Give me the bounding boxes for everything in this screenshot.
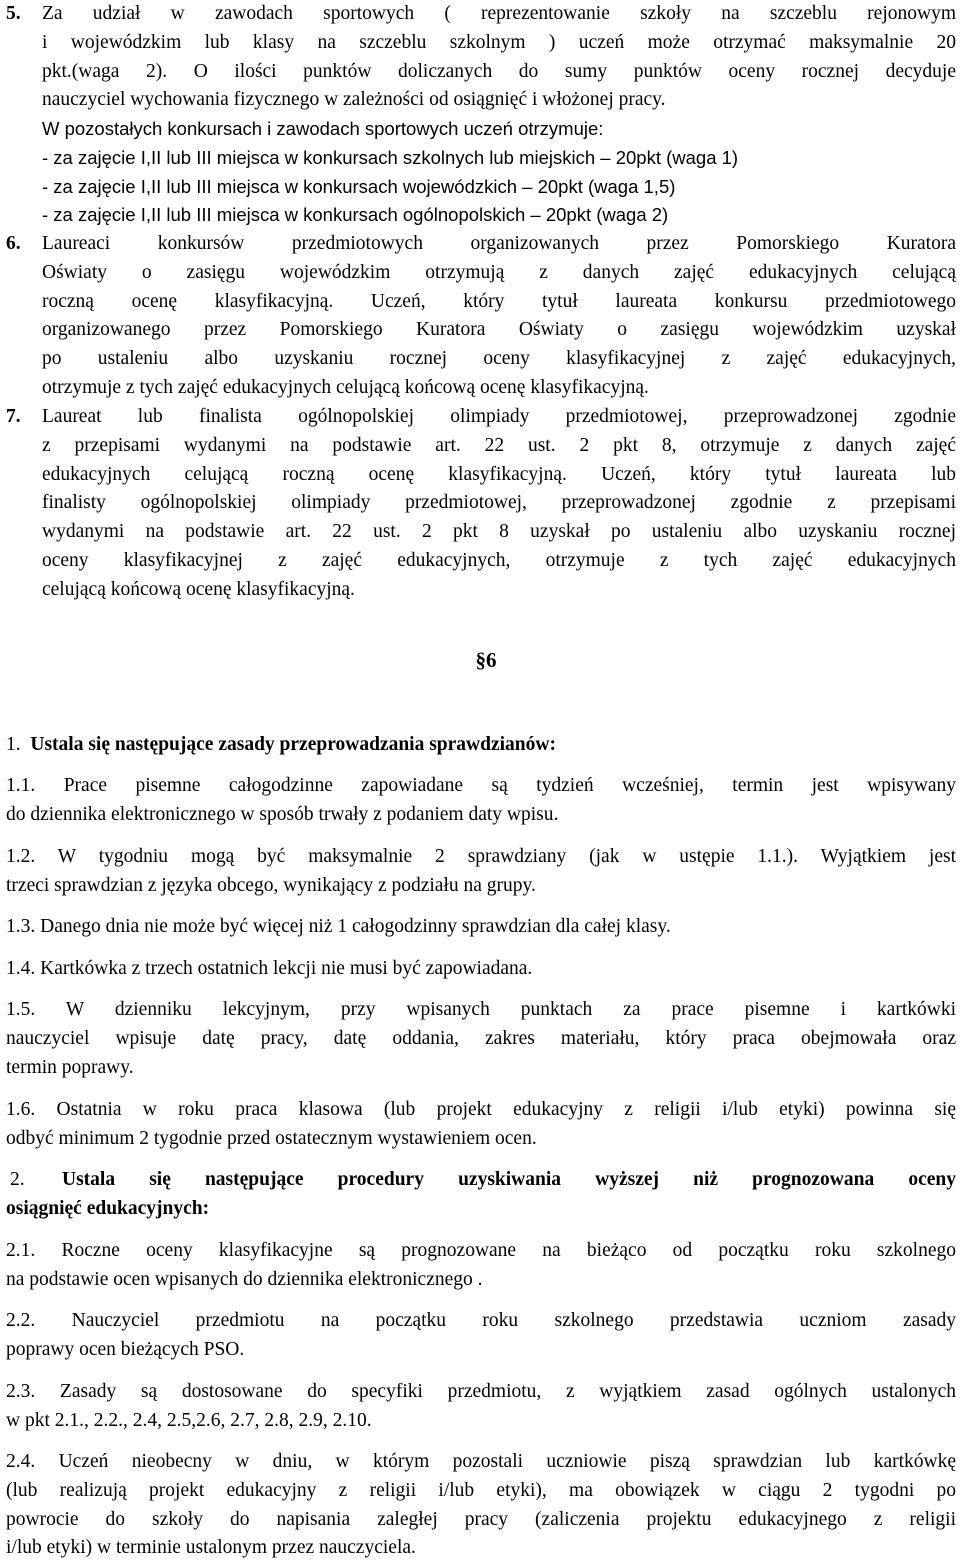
item-2-3	[6, 1378, 956, 1436]
section-text: nauczyciel wychowania fizycznego w zależności od osiągnięć i włożonej pracy.	[42, 89, 666, 111]
item-text: 2.4. Uczeń nieobecny w dniu, w którym pozostali uczniowie piszą sprawdzian lub kartkówkę	[6, 1451, 956, 1472]
item-1-5	[6, 996, 956, 1082]
heading-number: 1.	[6, 734, 21, 755]
section-number: 5.	[6, 3, 21, 24]
section-text: z przepisami wydanymi na podstawie art. 22 ust. 2 pkt 8, otrzymuje z danych zajęć	[42, 434, 956, 456]
item-text: 1.4. Kartkówka z trzech ostatnich lekcji nie musi być zapowiadana.	[6, 958, 533, 979]
heading-2	[6, 1166, 956, 1224]
item-2-1	[6, 1237, 956, 1295]
item-text: termin poprawy.	[6, 1056, 134, 1078]
item-1-4	[6, 955, 956, 984]
heading-number: 2.	[10, 1169, 25, 1190]
section-7	[6, 403, 956, 605]
section-text: oceny klasyfikacyjnej z zajęć edukacyjnych, otrzymuje z tych zajęć edukacyjnych	[42, 549, 956, 571]
section-6	[6, 230, 956, 403]
sublist-item: - za zajęcie I,II lub III miejsca w konkursach ogólnopolskich – 20pkt (waga 2)	[42, 204, 669, 226]
item-text: 1.1. Prace pisemne całogodzinne zapowiadane są tydzień wcześniej, termin jest wpisywany	[6, 775, 956, 796]
item-text: poprawy ocen bieżących PSO.	[6, 1338, 245, 1360]
item-1-1	[6, 772, 956, 830]
section-text: pkt.(waga 2). O ilości punktów doliczanych do sumy punktów oceny rocznej decyduje	[42, 60, 956, 82]
item-text: w pkt 2.1., 2.2., 2.4, 2.5,2.6, 2.7, 2.8, 2.9, 2.10.	[6, 1409, 372, 1431]
heading-text: Ustala się następujące procedury uzyskiwania wyższej niż prognozowana oceny	[62, 1169, 956, 1190]
item-1-6	[6, 1096, 956, 1154]
section-text: organizowanego przez Pomorskiego Kuratora Oświaty o zasięgu wojewódzkim uzyskał	[42, 319, 956, 341]
section-text: Oświaty o zasięgu wojewódzkim otrzymują z danych zajęć edukacyjnych celującą	[42, 261, 956, 283]
item-2-4	[6, 1448, 956, 1563]
item-text: (lub realizują projekt edukacyjny z religii i/lub etyki), ma obowiązek w ciągu 2 tygodni po	[6, 1479, 956, 1501]
item-text: 2.2. Nauczyciel przedmiotu na początku roku szkolnego przedstawia uczniom zasady	[6, 1310, 956, 1331]
section-5	[6, 0, 956, 115]
item-1-2	[6, 843, 956, 901]
sublist-item: - za zajęcie I,II lub III miejsca w konkursach wojewódzkich – 20pkt (waga 1,5)	[42, 175, 676, 197]
section-text: Laureaci konkursów przedmiotowych organizowanych przez Pomorskiego Kuratora	[42, 233, 956, 254]
section-text: edukacyjnych celującą roczną ocenę klasyfikacyjną. Uczeń, który tytuł laureata lub	[42, 463, 956, 485]
item-text: powrocie do szkoły do napisania zaległej pracy (zaliczenia projektu edukacyjnego z religii	[6, 1508, 956, 1530]
heading-1	[6, 731, 956, 760]
paragraph-mark: §6	[475, 648, 497, 672]
section-text: roczną ocenę klasyfikacyjną. Uczeń, który tytuł laureata konkursu przedmiotowego	[42, 290, 956, 312]
section-text: finalisty ogólnopolskiej olimpiady przedmiotowej, przeprowadzonej zgodnie z przepisami	[42, 492, 956, 514]
item-text: 1.2. W tygodniu mogą być maksymalnie 2 sprawdziany (jak w ustępie 1.1.). Wyjątkiem jest	[6, 846, 956, 867]
item-text: trzeci sprawdzian z języka obcego, wynikający z podziału na grupy.	[6, 874, 536, 896]
section-text: wydanymi na podstawie art. 22 ust. 2 pkt 8 uzyskał po ustaleniu albo uzyskaniu rocznej	[42, 521, 956, 543]
item-1-3	[6, 913, 956, 942]
section-number: 7.	[6, 406, 21, 427]
section-text: celującą końcową ocenę klasyfikacyjną.	[42, 578, 355, 600]
item-text: 2.3. Zasady są dostosowane do specyfiki przedmiotu, z wyjątkiem zasad ogólnych ustalonych	[6, 1381, 956, 1402]
section-text: Za udział w zawodach sportowych ( reprezentowanie szkoły na szczeblu rejonowym	[42, 3, 956, 24]
item-2-2	[6, 1307, 956, 1365]
heading-text: osiągnięć edukacyjnych:	[6, 1197, 210, 1219]
item-text: i/lub etyki) w terminie ustalonym przez nauczyciela.	[6, 1537, 416, 1559]
item-text: 1.3. Danego dnia nie może być więcej niż 1 całogodzinny sprawdzian dla całej klasy.	[6, 916, 671, 937]
section-text: i wojewódzkim lub klasy na szczeblu szkolnym ) uczeń może otrzymać maksymalnie 20	[42, 31, 956, 53]
heading-text: Ustala się następujące zasady przeprowadzania sprawdzianów:	[30, 734, 556, 755]
item-text: 1.5. W dzienniku lekcyjnym, przy wpisanych punktach za prace pisemne i kartkówki	[6, 999, 956, 1020]
item-text: na podstawie ocen wpisanych do dziennika elektronicznego .	[6, 1268, 483, 1290]
sublist-item: - za zajęcie I,II lub III miejsca w konkursach szkolnych lub miejskich – 20pkt (waga 1)	[42, 146, 739, 168]
section-5-sublist	[42, 115, 922, 230]
section-number: 6.	[6, 233, 21, 254]
item-text: 1.6. Ostatnia w roku praca klasowa (lub projekt edukacyjny z religii i/lub etyki) powinna się	[6, 1099, 956, 1120]
item-text: 2.1. Roczne oceny klasyfikacyjne są prognozowane na bieżąco od początku roku szkolnego	[6, 1240, 956, 1261]
item-text: nauczyciel wpisuje datę pracy, datę oddania, zakres materiału, który praca obejmowała oraz	[6, 1027, 956, 1049]
section-text: po ustaleniu albo uzyskaniu rocznej oceny klasyfikacyjnej z zajęć edukacyjnych,	[42, 348, 956, 370]
item-text: do dziennika elektronicznego w sposób trwały z podaniem daty wpisu.	[6, 803, 559, 825]
sublist-intro: W pozostałych konkursach i zawodach sportowych uczeń otrzymuje:	[42, 118, 604, 139]
item-text: odbyć minimum 2 tygodnie przed ostatecznym wystawieniem ocen.	[6, 1127, 537, 1149]
section-text: Laureat lub finalista ogólnopolskiej olimpiady przedmiotowej, przeprowadzonej zgodnie	[42, 406, 956, 427]
section-text: otrzymuje z tych zajęć edukacyjnych celującą końcową ocenę klasyfikacyjną.	[42, 376, 649, 398]
